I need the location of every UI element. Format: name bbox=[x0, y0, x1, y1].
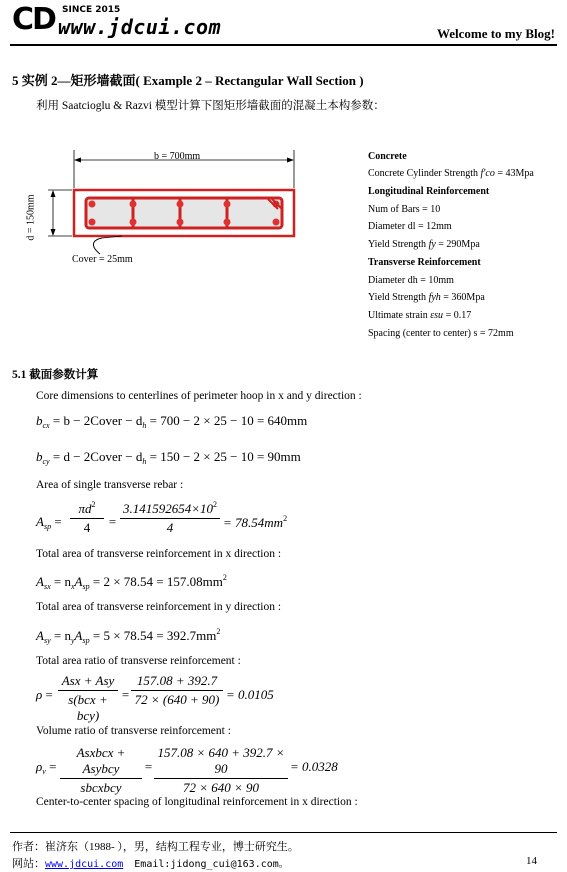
eq-asp-res: = $78.54mm^2$ bbox=[223, 514, 288, 530]
wall-section-figure bbox=[20, 148, 350, 270]
text-total-x: Total area of transverse reinforcement in x direction : bbox=[36, 548, 282, 560]
rebar bbox=[130, 201, 137, 208]
eq-rhov-res: = 0.0328 bbox=[290, 759, 338, 774]
eq-asp-frac1: $\frac{\pi d^2}{4}$ bbox=[70, 500, 104, 536]
eq-asp-eq: = bbox=[108, 514, 117, 529]
eq-bcy: $b_{cy} = d$ − 2Cover − $d_h = 150 - 2 \times 25 - 10 = 90mm$ bbox=[36, 449, 301, 466]
spacing: Spacing (center to center) s = 72mm bbox=[368, 328, 514, 339]
intro-text: 利用 Saatcioglu & Razvi 模型计算下图矩形墙截面的混凝土本构参数： bbox=[36, 100, 385, 112]
arrow-left bbox=[74, 158, 81, 163]
eq-asp-frac2: $\frac{3.141592654\times 10^2}{4}$ bbox=[120, 500, 220, 536]
eq-rhov-eq: = bbox=[144, 759, 153, 774]
trans-diameter: Diameter dh = 10mm bbox=[368, 275, 454, 286]
concrete-strength: Concrete Cylinder Strength f'co = 43Mpa bbox=[368, 168, 534, 179]
section-heading: 5 实例 2—矩形墙截面( Example 2 – Rectangular Wall Section ) bbox=[12, 73, 364, 88]
trans-yield: Yield Strength fyh = 360Mpa bbox=[368, 292, 485, 303]
eq-asx: $A_{sx} = n_xA_{sp} = 2 \times 78.54 = 157.08mm^2$ bbox=[36, 573, 227, 591]
logo-since: SINCE 2015 bbox=[62, 5, 121, 15]
arrow-bottom bbox=[51, 229, 56, 236]
cover-label: Cover = 25mm bbox=[72, 254, 133, 265]
text-core-dim: Core dimensions to centerlines of perimeter hoop in x and y direction : bbox=[36, 390, 362, 402]
long-title: Longitudinal Reinforcement bbox=[368, 186, 490, 197]
rebar bbox=[273, 219, 280, 226]
num-bars: Num of Bars = 10 bbox=[368, 204, 441, 215]
eq-asy: $A_{sy} = n_yA_{sp} = 5 \times 78.54 = 392.7mm^2$ bbox=[36, 627, 221, 645]
text-ratio: Total area ratio of transverse reinforcement : bbox=[36, 655, 241, 667]
b-label: b = 700mm bbox=[154, 151, 201, 162]
rebar bbox=[130, 219, 137, 226]
perimeter-hoop bbox=[86, 198, 282, 228]
rebar bbox=[177, 219, 184, 226]
trans-title: Transverse Reinforcement bbox=[368, 257, 481, 268]
rebar bbox=[89, 201, 96, 208]
eq-rho-lhs: ρ = bbox=[36, 687, 53, 702]
eq-rho-frac2: $\frac{157.08 + 392.7}{72 \times (640 + 90)}$ bbox=[131, 673, 223, 708]
rebar bbox=[224, 201, 231, 208]
long-yield: Yield Strength fy = 290Mpa bbox=[368, 239, 480, 250]
text-area-single: Area of single transverse rebar : bbox=[36, 479, 184, 491]
eq-rho-frac1: Asx + Asy s(bcx + bcy) bbox=[58, 673, 118, 724]
eq-rhov-frac2: $\frac{157.08 \times 640 + 392.7 \times 90}{72 \times 640 \times 90}$ bbox=[154, 745, 288, 796]
logo-url: www.jdcui.com bbox=[58, 15, 222, 39]
subsection-title: 5.1 截面参数计算 bbox=[12, 369, 99, 381]
footer-author: 作者：崔济东（1988- ），男，结构工程专业，博士研究生。 bbox=[12, 841, 299, 853]
header-rule bbox=[10, 44, 557, 46]
eq-asp-lhs: $A_{sp}$ = bbox=[36, 514, 62, 531]
arrow-top bbox=[51, 190, 56, 197]
arrow-right bbox=[287, 158, 294, 163]
rebar bbox=[89, 219, 96, 226]
eq-rho-res: = 0.0105 bbox=[226, 687, 274, 702]
eq-rhov-frac1: Asxbcx + Asybcy sbcxbcy bbox=[60, 745, 142, 796]
eq-rho-eq: = bbox=[121, 687, 130, 702]
concrete-title: Concrete bbox=[368, 151, 407, 162]
footer-contact: 网站：www.jdcui.com Email:jidong_cui@163.com。 bbox=[12, 858, 289, 870]
welcome-text: Welcome to my Blog! bbox=[436, 26, 555, 41]
page-number: 14 bbox=[526, 855, 537, 867]
cover-leader bbox=[93, 238, 102, 254]
text-vol-ratio: Volume ratio of transverse reinforcement : bbox=[36, 725, 231, 737]
rebar bbox=[224, 219, 231, 226]
footer-email: Email:jidong_cui@163.com。 bbox=[134, 859, 289, 870]
text-spacing-x: Center-to-center spacing of longitudinal reinforcement in x direction : bbox=[36, 796, 358, 808]
site-link[interactable]: www.jdcui.com bbox=[45, 859, 124, 870]
ultimate-strain: Ultimate strain εsu = 0.17 bbox=[368, 310, 472, 321]
long-diameter: Diameter dl = 12mm bbox=[368, 221, 452, 232]
eq-rhov-lhs: $\rho_v$ = bbox=[36, 759, 57, 776]
text-total-y: Total area of transverse reinforcement in y direction : bbox=[36, 601, 282, 613]
rebar bbox=[177, 201, 184, 208]
logo-mark: CD bbox=[12, 2, 55, 37]
d-label: d = 150mm bbox=[25, 194, 37, 241]
footer-rule bbox=[10, 832, 557, 833]
eq-bcx: $b_{cx} = b$ − 2Cover − $d_h = 700 - 2 \times 25 - 10 = 640mm$ bbox=[36, 413, 308, 430]
